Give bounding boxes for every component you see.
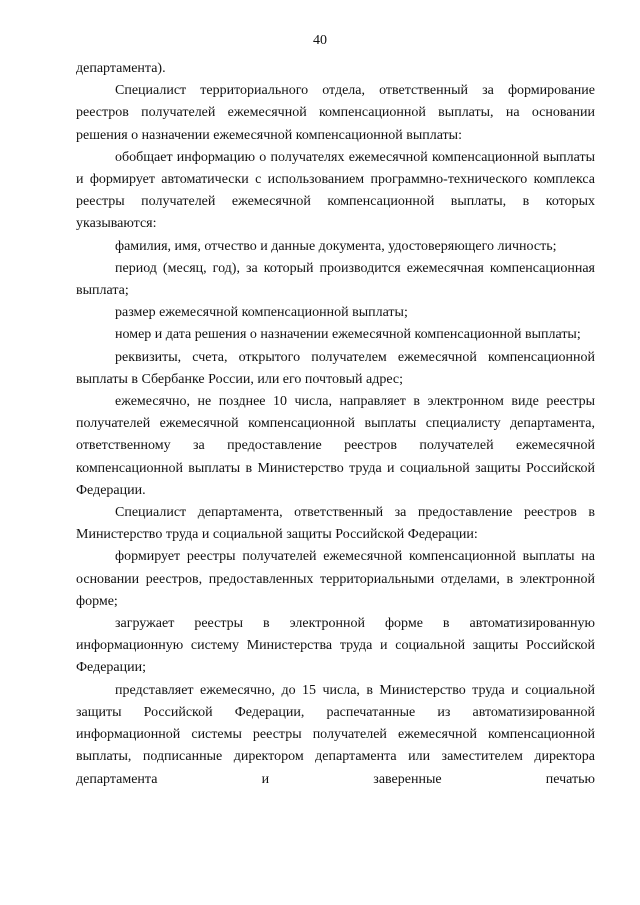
paragraph-forms-registers: формирует реестры получателей ежемесячной компенсационной выплаты на основании реестров, предоставленных территориальными отделами, в электронной форме; [76, 549, 595, 609]
paragraph-department-specialist: Специалист департамента, ответственный за предоставление реестров в Министерство труда и социальной защиты Российской Федерации: [76, 505, 595, 543]
paragraph-amount: размер ежемесячной компенсационной выплаты; [115, 305, 408, 321]
paragraph-continuation: департамента). [76, 61, 166, 76]
paragraph-monthly-presentation: представляет ежемесячно, до 15 числа, в Министерство труда и социальной защиты Российской Федерации, распечатанные из автоматизированной информационной системы реестры получателей ежемесячной компенсационной выплаты, подписанные директором департамента или заместителем директора департамента и заверенные печатью [76, 682, 595, 787]
paragraph-period: период (месяц, год), за который производится ежемесячная компенсационная выплата; [76, 260, 595, 299]
paragraph-summarizes-info: обобщает информацию о получателях ежемесячной компенсационной выплаты и формирует автоматически с использованием программно-технического комплекса реестры получателей ежемесячной компенсационной выплаты, в которых указываются: [76, 149, 595, 232]
paragraph-decision-number: номер и дата решения о назначении ежемесячной компенсационной выплаты; [115, 327, 581, 343]
paragraph-account-details: реквизиты, счета, открытого получателем ежемесячной компенсационной выплаты в Сбербанке России, или его почтовый адрес; [76, 349, 595, 387]
paragraph-full-name: фамилия, имя, отчество и данные документа, удостоверяющего личность; [115, 238, 557, 254]
page-number: 40 [313, 33, 327, 48]
document-body [76, 58, 595, 791]
paragraph-territorial-specialist: Специалист территориального отдела, ответственный за формирование реестров получателей ежемесячной компенсационной выплаты, на основании решения о назначении ежемесячной компенсационной выплаты: [76, 83, 595, 143]
paragraph-uploads-registers: загружает реестры в электронной форме в автоматизированную информационную систему Министерства труда и социальной защиты Российской Федерации; [76, 616, 595, 676]
paragraph-monthly-submission: ежемесячно, не позднее 10 числа, направляет в электронном виде реестры получателей ежемесячной компенсационной выплаты специалисту департамента, ответственному за предоставление реестров получателей ежемесячной компенсационной выплаты в Министерство труда и социальной защиты Российской Федерации. [76, 394, 595, 498]
